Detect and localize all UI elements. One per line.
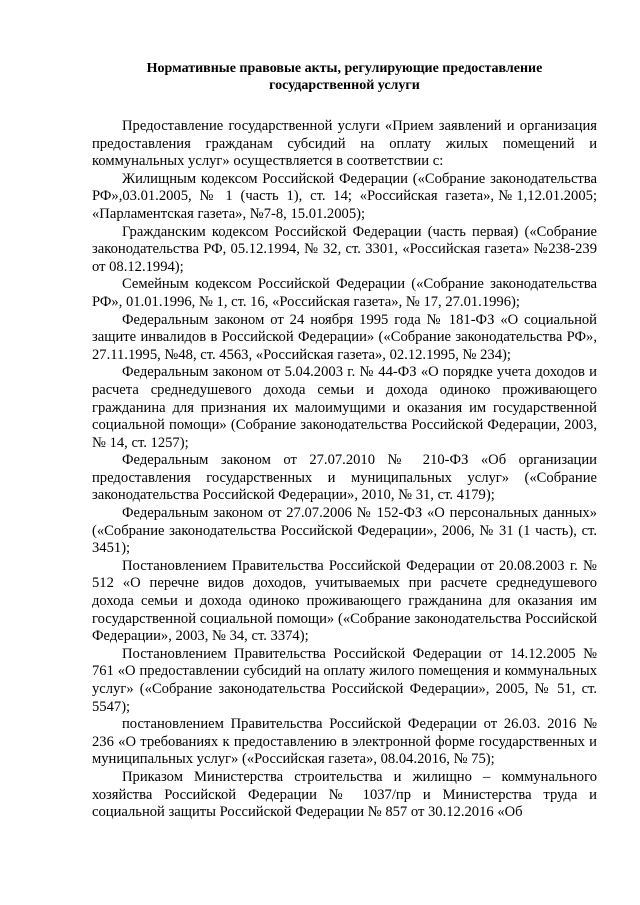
document-title-line-1: Нормативные правовые акты, регулирующие предоставление [146,61,543,76]
document-page [92,60,597,822]
order-1037-paragraph: Приказом Министерства строительства и жилищно – коммунального хозяйства Российской Федерации № 1037/пр и Министерства труда и социальной защиты Российской Федерации № 857 от 30.12.2016 «Об [92,768,597,821]
federal-law-44-paragraph: Федеральным законом от 5.04.2003 г. № 44-ФЗ «О порядке учета доходов и расчета среднедушевого дохода семьи и дохода одиноко проживающего гражданина для признания их малоимущими и оказания им государственной социальной помощи» (Собрание законодательства Российской Федерации, 2003, № 14, ст. 1257); [92,364,597,451]
family-code-paragraph: Семейным кодексом Российской Федерации («Собрание законодательства РФ», 01.01.1996, № 1, ст. 16, «Российская газета», № 17, 27.01.1996); [92,276,597,310]
resolution-512-paragraph: Постановлением Правительства Российской Федерации от 20.08.2003 г. № 512 «О перечне видов доходов, учитываемых при расчете среднедушевого дохода семьи и дохода одиноко проживающего гражданина для оказания им государственной социальной помощи» («Собрание законодательства Российской Федерации», 2003, № 34, ст. 3374); [92,557,597,645]
federal-law-152-paragraph: Федеральным законом от 27.07.2006 № 152-ФЗ «О персональных данных» («Собрание законодательства Российской Федерации», 2006, № 31 (1 часть), ст. 3451); [92,505,597,557]
federal-law-210-paragraph: Федеральным законом от 27.07.2010 № 210-ФЗ «Об организации предоставления государственных и муниципальных услуг» («Собрание законодательства Российской Федерации», 2010, № 31, ст. 4179); [92,452,597,504]
federal-law-181-paragraph: Федеральным законом от 24 ноября 1995 года № 181-ФЗ «О социальной защите инвалидов в Российской Федерации» («Собрание законодательства РФ», 27.11.1995, №48, ст. 4563, «Российская газета», 02.12.1995, № 234); [92,311,597,363]
document-title [92,60,597,94]
housing-code-paragraph: Жилищным кодексом Российской Федерации («Собрание законодательства РФ»,03.01.2005, № 1 (часть 1), ст. 14; «Российская газета»,№1,12.01.2005; «Парламентская газета», №7-8, 15.01.2005); [92,170,597,222]
civil-code-paragraph: Гражданским кодексом Российской Федерации (часть первая) («Собрание законодательства РФ, 05.12.1994, № 32, ст. 3301, «Российская газета» №238-239 от 08.12.1994); [92,223,597,275]
intro-paragraph: Предоставление государственной услуги «Прием заявлений и организация предоставления гражданам субсидий на оплату жилых помещений и коммунальных услуг» осуществляется в соответствии с: [92,118,597,170]
document-title-line-2: государственной услуги [269,78,420,93]
resolution-761-paragraph: Постановлением Правительства Российской Федерации от 14.12.2005 № 761 «О предоставлении субсидий на оплату жилого помещения и коммунальных услуг» («Собрание законодательства Российской Федерации», 2005, № 51, ст. 5547); [92,645,597,715]
resolution-236-paragraph: постановлением Правительства Российской Федерации от 26.03. 2016 № 236 «О требованиях к предоставлению в электронной форме государственных и муниципальных услуг» («Российская газета», 08.04.2016, № 75); [92,716,597,768]
